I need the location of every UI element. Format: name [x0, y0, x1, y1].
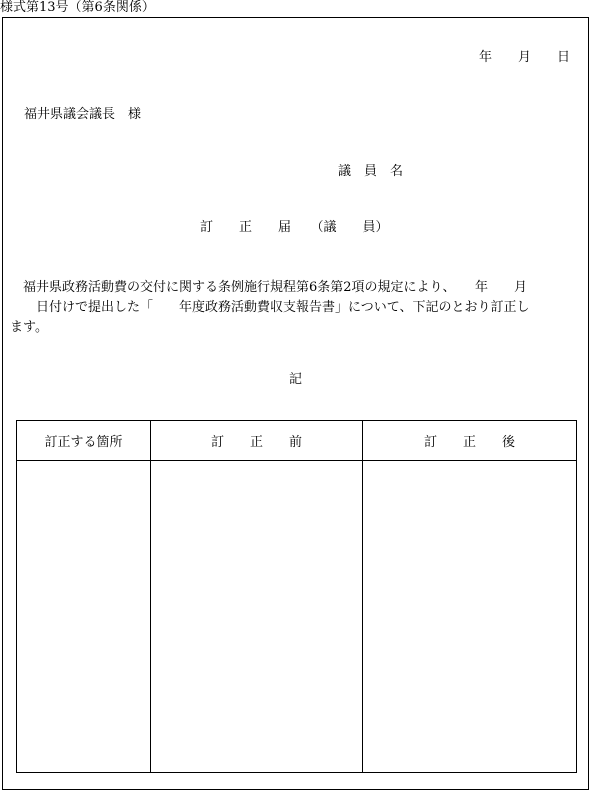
correction-table [16, 420, 577, 773]
cell-after[interactable] [363, 461, 577, 773]
member-name-label: 議 員 名 [338, 164, 404, 179]
body-line-3: ます。 [10, 320, 48, 335]
table-header-row [17, 421, 577, 461]
header-before: 訂 正 前 [151, 421, 363, 461]
body-line-1: 福井県政務活動費の交付に関する条例施行規程第6条第2項の規定により、 年 月 [10, 280, 528, 295]
form-number-label: 様式第13号（第6条関係） [0, 0, 155, 15]
document-title: 訂 正 届 （議 員） [200, 220, 389, 235]
body-line-2: 日付けで提出した「 年度政務活動費収支報告書」について、下記のとおり訂正し [10, 300, 530, 315]
header-after: 訂 正 後 [363, 421, 577, 461]
table-row [17, 461, 577, 773]
ki-label: 記 [289, 372, 303, 387]
body-text [10, 278, 586, 338]
addressee: 福井県議会議長 様 [24, 107, 142, 122]
cell-before[interactable] [151, 461, 363, 773]
cell-location[interactable] [17, 461, 151, 773]
header-location: 訂正する箇所 [17, 421, 151, 461]
date-line: 年 月 日 [478, 50, 570, 65]
